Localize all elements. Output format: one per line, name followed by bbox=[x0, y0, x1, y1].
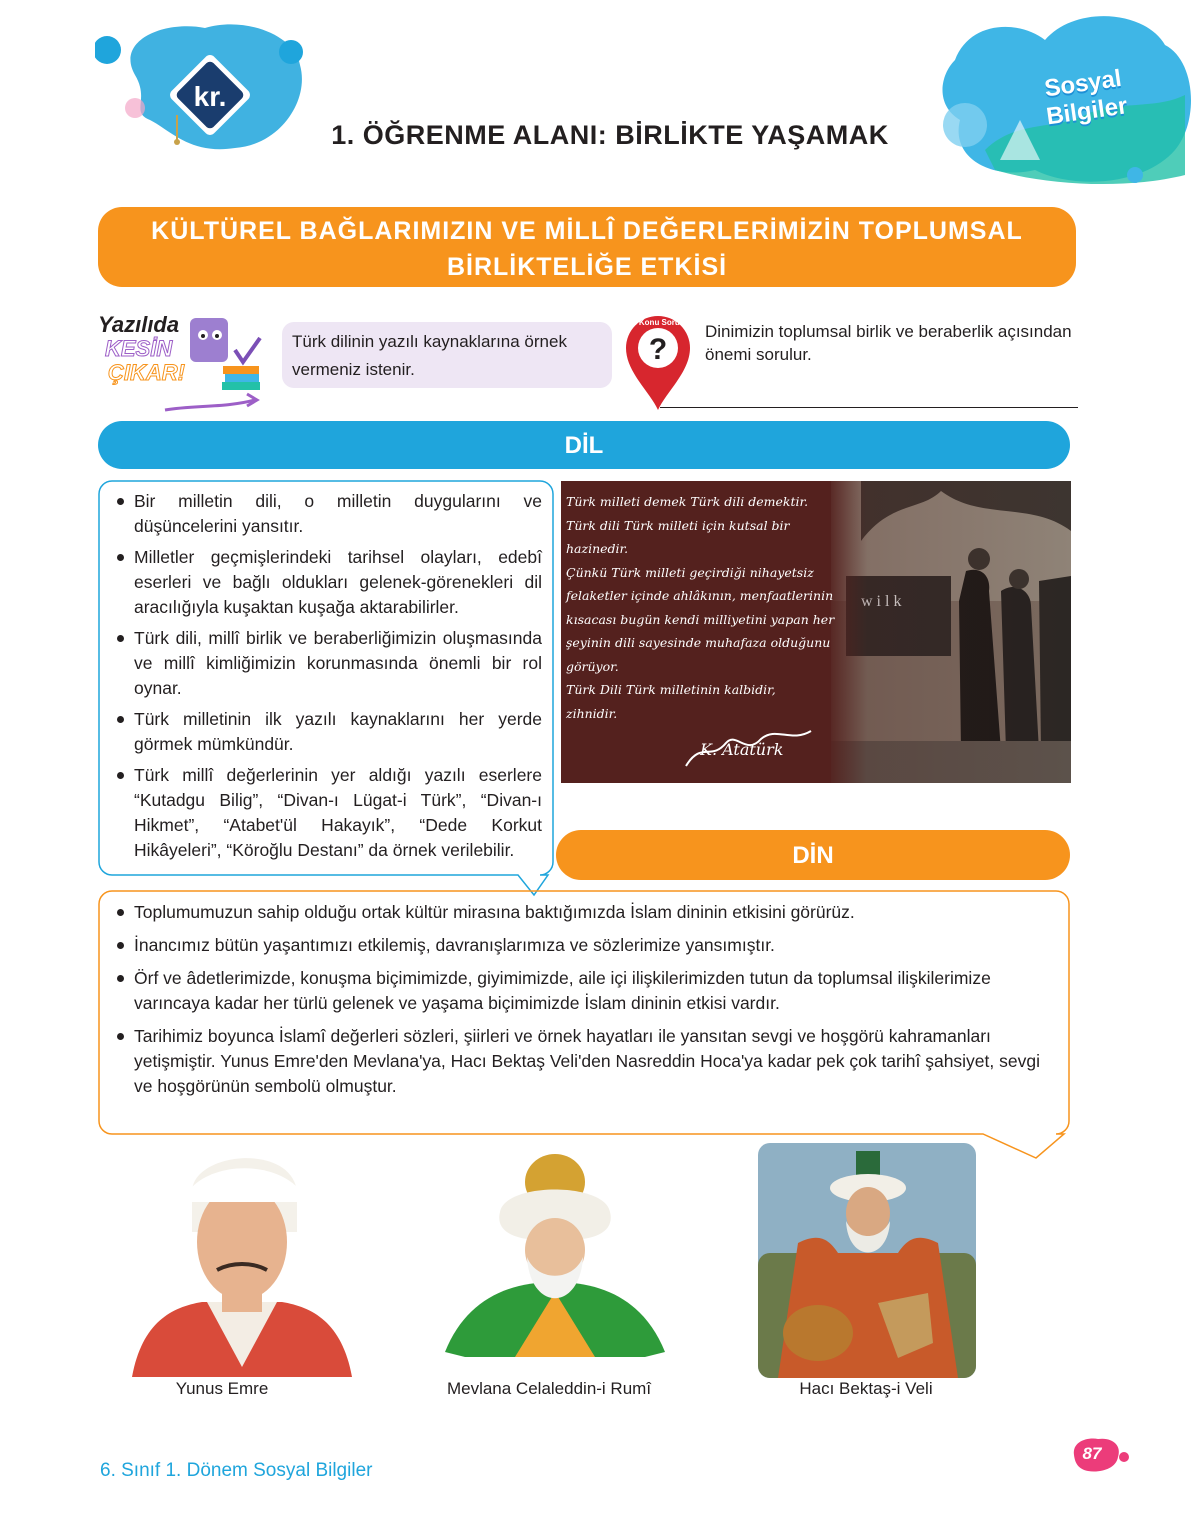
exam-tip-word-3: ÇIKAR! bbox=[108, 360, 185, 385]
list-item: Örf ve âdetlerimizde, konuşma biçimimizde, giyimimizde, aile içi ilişkilerimizden tutun da toplumsal ilişkilerimize varıncaya kadar her türlü gelenek ve yaşama biçimimizde İslam dininin etkisi vardır. bbox=[108, 966, 1058, 1016]
list-item: Türk dili, millî birlik ve beraberliğimizin oluşmasında ve millî kimliğimizin korunmasında önemli bir rol oynar. bbox=[108, 626, 542, 701]
portrait-caption: Hacı Bektaş-i Veli bbox=[799, 1379, 933, 1398]
portrait-yunus-emre bbox=[132, 1142, 352, 1377]
quote-line: felaketler içinde ahlâkının, menfaatlerinin bbox=[566, 588, 834, 603]
quote-line: hazinedir. bbox=[566, 541, 629, 556]
list-item: İnancımız bütün yaşantımızı etkilemiş, davranışlarımıza ve sözlerimize yansımıştır. bbox=[108, 933, 1058, 958]
quote-line: zihnidir. bbox=[566, 705, 618, 721]
question-mark-icon: ? bbox=[648, 333, 668, 366]
brand-line-2: Bilgiler bbox=[1044, 92, 1130, 131]
quote-line: Çünkü Türk milleti geçirdiği nihayetsiz bbox=[566, 564, 814, 580]
divider bbox=[660, 407, 1078, 408]
exam-tip-word-1: Yazılıda bbox=[98, 312, 180, 337]
quote-line: kısacası bugün kendi milliyetini yapan her bbox=[566, 611, 835, 627]
din-list bbox=[108, 900, 1058, 1107]
topic-banner-line-1: KÜLTÜREL BAĞLARIMIZIN VE MİLLÎ DEĞERLERİMİZİN TOPLUMSAL bbox=[151, 217, 1023, 245]
question-tip-badge: Bu Konu Sorulur bbox=[626, 318, 690, 327]
ataturk-quote bbox=[566, 490, 836, 725]
topic-banner-line-2: BİRLİKTELİĞE ETKİSİ bbox=[446, 253, 728, 281]
footer-course: 6. Sınıf 1. Dönem Sosyal Bilgiler bbox=[100, 1460, 373, 1481]
list-item: Bir milletin dili, o milletin duygularını ve düşüncelerini yansıtır. bbox=[108, 489, 542, 539]
list-item: Tarihimiz boyunca İslamî değerleri sözleri, şiirleri ve örnek hayatları ile yansıtan sevgi ve hoşgörü kahramanları yetişmiştir. Yunus Emre'den Mevlana'ya, Hacı Bektaş Veli'den Nasreddin Hoca'ya kadar pek çok tarihî şahsiyet, sevgi ve hoşgörünün sembolü olmuştur. bbox=[108, 1024, 1058, 1099]
list-item: Türk millî değerlerinin yer aldığı yazılı eserlere “Kutadgu Bilig”, “Divan-ı Lügat-i Türk”, “Divan-ı Hikmet”, “Atabet'ül Hakayık”, “Dede Korkut Hikâyeleri”, “Köroğlu Destanı” da örnek verilebilir. bbox=[108, 763, 542, 863]
quote-line: Türk Dili Türk milletinin kalbidir, bbox=[566, 682, 776, 697]
portrait-caption: Yunus Emre bbox=[175, 1379, 269, 1398]
question-tip-note: Dinimizin toplumsal birlik ve beraberlik açısından önemi sorulur. bbox=[705, 322, 1072, 364]
exam-tip-note: Türk dilinin yazılı kaynaklarına örnek vermeniz istenir. bbox=[282, 322, 612, 388]
quote-line: görüyor. bbox=[566, 658, 619, 674]
page-title: 1. ÖĞRENME ALANI: BİRLİKTE YAŞAMAK bbox=[331, 120, 889, 150]
list-item: Milletler geçmişlerindeki tarihsel olayları, edebî eserleri ve bağlı oldukları gelenek-görenekleri dil aracılığıyla kuşaktan kuşağa aktarabilirler. bbox=[108, 545, 542, 620]
dil-list bbox=[108, 489, 542, 869]
page-number: 87 bbox=[1082, 1444, 1102, 1463]
exam-tip-word-2: KESİN bbox=[105, 336, 173, 361]
list-item: Türk milletinin ilk yazılı kaynaklarını her yerde görmek mümkündür. bbox=[108, 707, 542, 757]
brand-line-1: Sosyal bbox=[1042, 64, 1124, 103]
topic-banner bbox=[98, 207, 1076, 287]
portrait-mevlana bbox=[445, 1152, 665, 1387]
ataturk-signature: K. Atatürk bbox=[700, 740, 784, 759]
quote-line: Türk dili Türk milleti için kutsal bir bbox=[566, 517, 790, 533]
logo-text: kr. bbox=[193, 81, 227, 112]
section-heading-dil: DİL bbox=[98, 421, 1070, 469]
portrait-caption: Mevlana Celaleddin-i Rumî bbox=[446, 1379, 652, 1398]
location-pin-icon bbox=[622, 312, 694, 410]
list-item: Toplumumuzun sahip olduğu ortak kültür mirasına baktığımızda İslam dininin etkisini görürüz. bbox=[108, 900, 1058, 925]
quote-line: Türk milleti demek Türk dili demektir. bbox=[566, 494, 809, 509]
quote-line: şeyinin dili sayesinde muhafaza olduğunu bbox=[566, 635, 831, 650]
section-heading-din: DİN bbox=[556, 830, 1070, 880]
portrait-haci-bektas bbox=[758, 1143, 976, 1378]
